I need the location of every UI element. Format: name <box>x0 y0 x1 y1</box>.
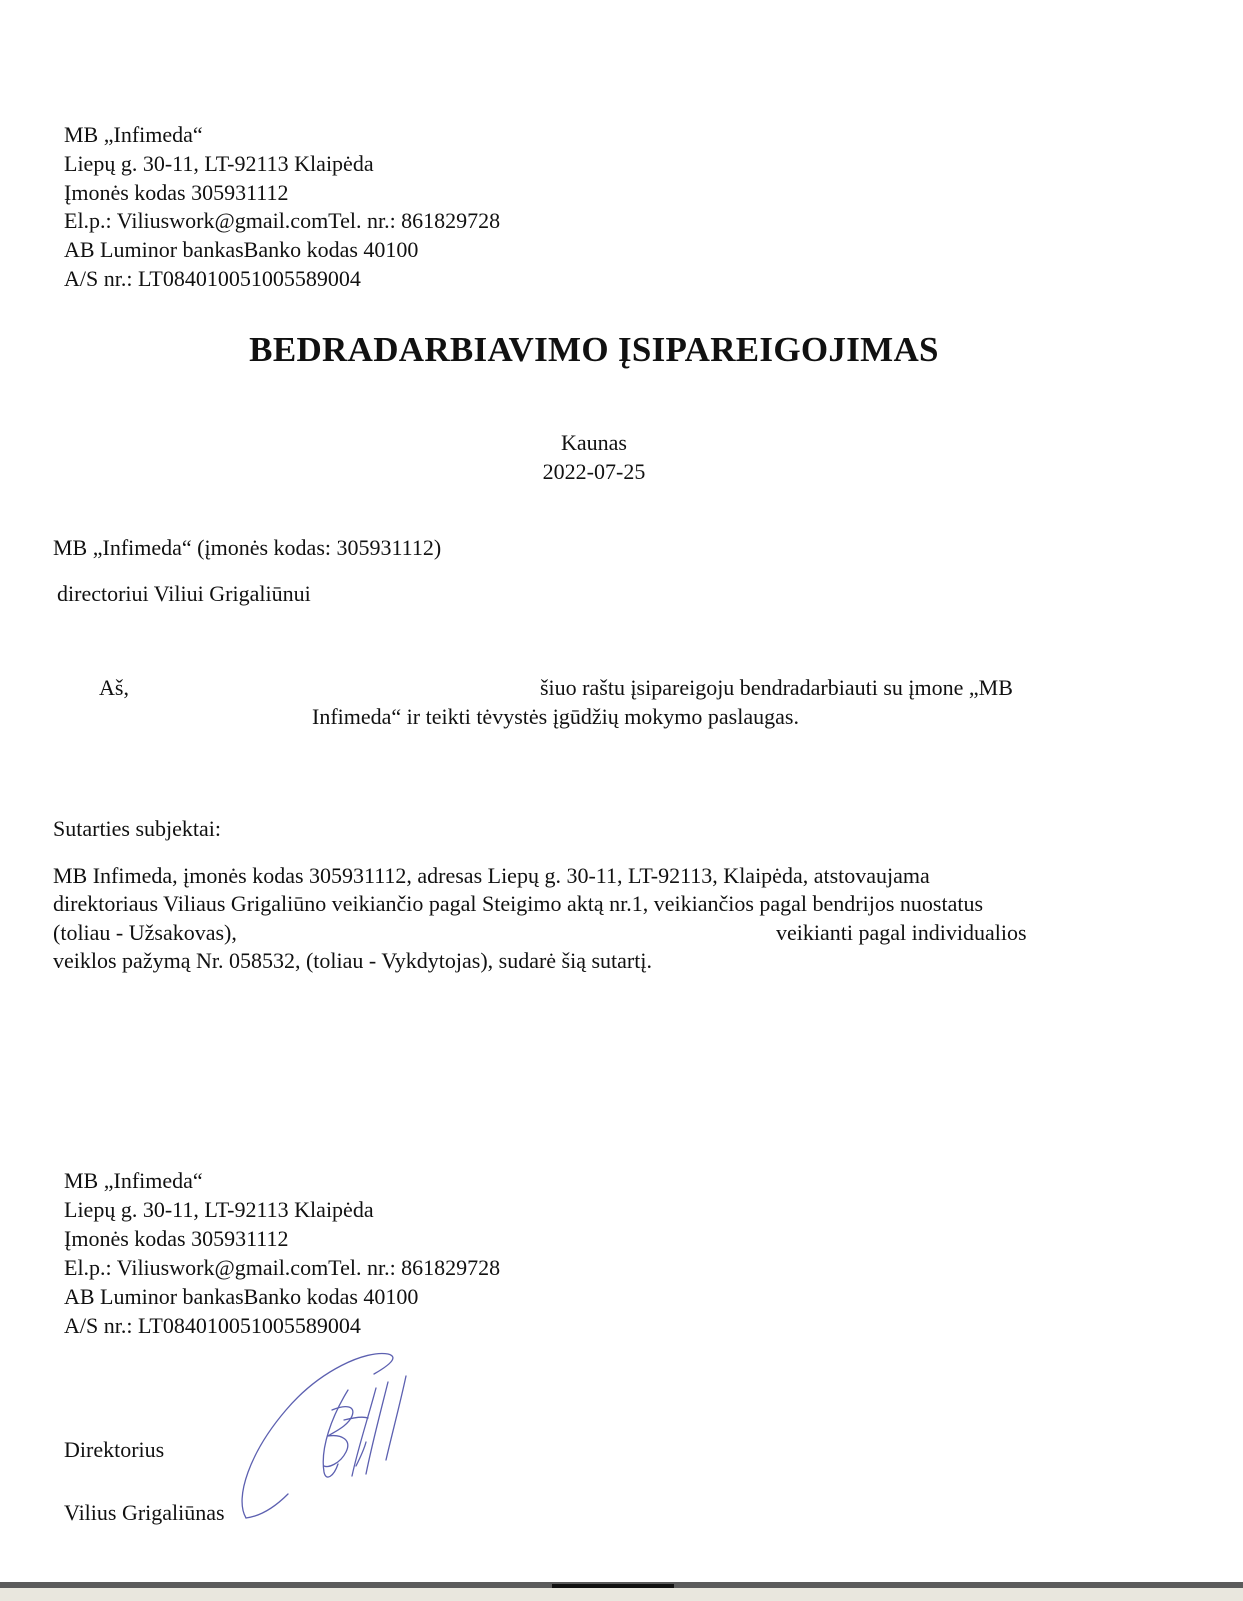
handwritten-signature <box>228 1348 428 1530</box>
header-contacts: El.p.: Viliuswork@gmail.comTel. nr.: 861829728 <box>64 208 501 233</box>
signatory-name: Vilius Grigaliūnas <box>64 1500 225 1525</box>
footer-account: A/S nr.: LT084010051005589004 <box>64 1313 361 1338</box>
header-bank: AB Luminor bankasBanko kodas 40100 <box>64 237 419 262</box>
subjects-line-1: MB Infimeda, įmonės kodas 305931112, adresas Liepų g. 30-11, LT-92113, Klaipėda, atstovaujama <box>53 863 930 888</box>
addressee-company: MB „Infimeda“ (įmonės kodas: 305931112) <box>53 535 442 560</box>
page-indicator-tab[interactable] <box>552 1584 674 1588</box>
subjects-line-3-start: (toliau - Užsakovas), <box>53 920 237 945</box>
document-title: BEDRADARBIAVIMO ĮSIPAREIGOJIMAS <box>249 330 939 369</box>
header-company-code: Įmonės kodas 305931112 <box>64 180 289 205</box>
document-date: 2022-07-25 <box>542 459 646 484</box>
footer-bank: AB Luminor bankasBanko kodas 40100 <box>64 1284 419 1309</box>
subjects-line-4: veiklos pažymą Nr. 058532, (toliau - Vykdytojas), sudarė šią sutartį. <box>53 948 652 973</box>
viewer-bottom-bar <box>0 1582 1243 1601</box>
header-account: A/S nr.: LT084010051005589004 <box>64 266 361 291</box>
subjects-line-2: direktoriaus Viliaus Grigaliūno veikiančio pagal Steigimo aktą nr.1, veikiančios pagal bendrijos nuostatus <box>53 891 984 916</box>
footer-contacts: El.p.: Viliuswork@gmail.comTel. nr.: 861829728 <box>64 1255 501 1280</box>
footer-company-name: MB „Infimeda“ <box>64 1168 203 1193</box>
header-address: Liepų g. 30-11, LT-92113 Klaipėda <box>64 151 374 176</box>
header-company-name: MB „Infimeda“ <box>64 122 203 147</box>
subjects-heading: Sutarties subjektai: <box>53 816 222 841</box>
signatory-role: Direktorius <box>64 1437 165 1462</box>
subjects-line-3-end: veikianti pagal individualios <box>776 920 1027 945</box>
commitment-text-line-1: šiuo raštu įsipareigoju bendradarbiauti su įmone „MB <box>540 675 1013 700</box>
commitment-text-line-2: Infimeda“ ir teikti tėvystės įgūdžių mokymo paslaugas. <box>312 704 799 729</box>
document-place: Kaunas <box>561 430 627 455</box>
footer-address: Liepų g. 30-11, LT-92113 Klaipėda <box>64 1197 374 1222</box>
footer-company-code: Įmonės kodas 305931112 <box>64 1226 289 1251</box>
addressee-director: directoriui Viliui Grigaliūnui <box>57 581 311 606</box>
commitment-prefix: Aš, <box>99 675 129 700</box>
